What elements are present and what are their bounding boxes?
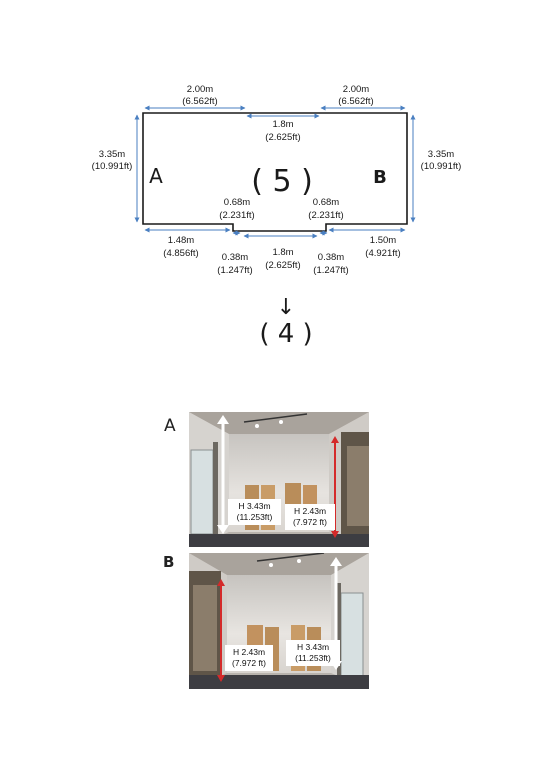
side-b-label: B xyxy=(373,167,387,188)
side-a-label: A xyxy=(149,164,163,188)
photo-b-letter: B xyxy=(163,553,175,571)
height-label-b-right-ft: (11.253ft) xyxy=(295,653,331,663)
dim-top-left-m: 2.00m xyxy=(186,84,214,95)
height-label-b-left-ft: (7.972 ft) xyxy=(231,658,267,668)
height-label-a-right xyxy=(285,504,335,530)
dim-bottom-right-ft: (4.921ft) xyxy=(365,248,401,259)
floor-plan xyxy=(0,0,543,360)
dim-top-right-m: 2.00m xyxy=(342,84,370,95)
height-label-b-left xyxy=(225,645,273,671)
dim-pillar-right-m: 0.38m xyxy=(317,252,345,263)
height-label-a-left xyxy=(228,499,281,525)
dim-right-height-ft: (10.991ft) xyxy=(420,161,462,172)
dim-bottom-middle-m: 1.8m xyxy=(272,247,294,258)
dim-notch-right-ft: (2.231ft) xyxy=(308,210,344,221)
dim-notch-left-m: 0.68m xyxy=(223,197,251,208)
dim-pillar-left-m: 0.38m xyxy=(221,252,249,263)
dim-bottom-middle-ft: (2.625ft) xyxy=(265,260,301,271)
dim-bottom-right-m: 1.50m xyxy=(369,235,397,246)
height-label-a-right-m: H 2.43m xyxy=(293,506,327,516)
height-label-b-right-m: H 3.43m xyxy=(296,642,330,652)
dim-notch-right-m: 0.68m xyxy=(312,197,340,208)
photo-a xyxy=(189,412,369,547)
height-label-b-right xyxy=(286,640,340,666)
dim-pillar-left-ft: (1.247ft) xyxy=(217,265,253,276)
height-label-a-right-ft: (7.972 ft) xyxy=(292,517,328,527)
dim-pillar-right-ft: (1.247ft) xyxy=(313,265,349,276)
height-label-b-left-m: H 2.43m xyxy=(232,647,266,657)
dim-left-height-m: 3.35m xyxy=(98,149,126,160)
dim-top-right-ft: (6.562ft) xyxy=(338,96,374,107)
down-arrow-icon: ↓ xyxy=(276,295,296,320)
dim-top-middle-ft: (2.625ft) xyxy=(265,132,301,143)
dim-bottom-left-ft: (4.856ft) xyxy=(163,248,199,259)
dim-top-middle-m: 1.8m xyxy=(272,119,294,130)
dim-notch-left-ft: (2.231ft) xyxy=(219,210,255,221)
height-label-a-left-m: H 3.43m xyxy=(238,501,271,511)
dim-top-left-ft: (6.562ft) xyxy=(182,96,218,107)
photo-a-letter: A xyxy=(164,416,176,436)
next-room-number: ( 4 ) xyxy=(259,319,313,349)
dim-left-height-ft: (10.991ft) xyxy=(91,161,133,172)
photo-b xyxy=(189,553,369,689)
room-number: ( 5 ) xyxy=(251,164,313,199)
dim-bottom-left-m: 1.48m xyxy=(167,235,195,246)
height-label-a-left-ft: (11.253ft) xyxy=(236,512,273,522)
dim-right-height-m: 3.35m xyxy=(427,149,455,160)
